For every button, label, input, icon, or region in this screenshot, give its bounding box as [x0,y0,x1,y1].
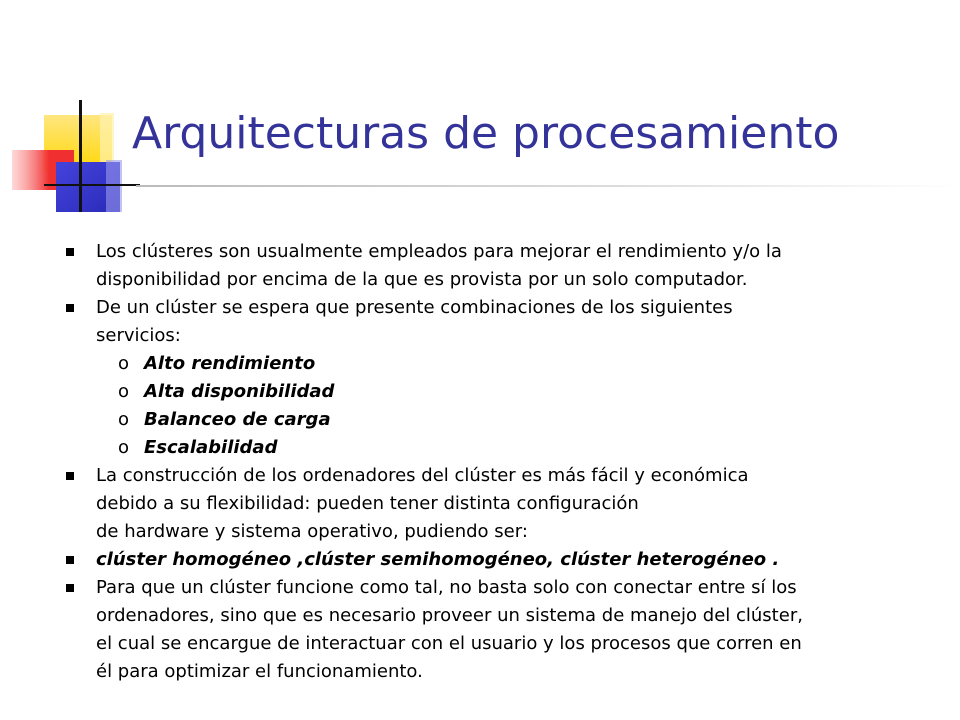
title-underline [136,185,960,187]
circle-bullet-icon: o [118,381,130,402]
bullet-text-line: Los clústeres son usualmente empleados para mejorar el rendimiento y/o la [96,241,782,262]
bullet-text-line: servicios: [96,325,181,346]
service-label: Escalabilidad [144,437,278,458]
bullet-text-line: La construcción de los ordenadores del clúster es más fácil y económica [96,465,749,486]
sub-bullet-item [66,350,938,378]
sub-bullet-item [66,378,938,406]
sub-bullet-item [66,406,938,434]
slide-title: Arquitecturas de procesamiento [132,108,840,159]
circle-bullet-icon: o [118,437,130,458]
square-bullet-icon [66,248,74,256]
square-bullet-icon [66,304,74,312]
circle-bullet-icon: o [118,409,130,430]
square-bullet-icon [66,584,74,592]
bullet-text-line: debido a su flexibilidad: pueden tener distinta configuración [96,493,639,514]
bullet-item [66,294,938,350]
cluster-types-text: clúster homogéneo ,clúster semihomogéneo, clúster heterogéneo . [96,549,780,570]
bullet-item [66,462,938,546]
circle-bullet-icon: o [118,353,130,374]
bullet-text-line: el cual se encargue de interactuar con el usuario y los procesos que corren en [96,633,802,654]
horizontal-rule-dark [44,184,140,186]
bullet-text-line: disponibilidad por encima de la que es provista por un solo computador. [96,269,748,290]
service-label: Balanceo de carga [144,409,331,430]
bullet-text-line: De un clúster se espera que presente combinaciones de los siguientes [96,297,733,318]
square-bullet-icon [66,472,74,480]
bullet-text-line: Para que un clúster funcione como tal, no basta solo con conectar entre sí los [96,577,797,598]
bullet-text-line: ordenadores, sino que es necesario proveer un sistema de manejo del clúster, [96,605,803,626]
bullet-item [66,546,938,574]
bullet-item [66,238,938,294]
slide-body [66,238,938,686]
bullet-text-line: de hardware y sistema operativo, pudiendo ser: [96,521,528,542]
service-label: Alta disponibilidad [144,381,335,402]
bullet-text-line: él para optimizar el funcionamiento. [96,661,423,682]
service-label: Alto rendimiento [144,353,316,374]
bullet-item [66,574,938,686]
sub-bullet-item [66,434,938,462]
vertical-rule [79,100,82,212]
square-bullet-icon [66,556,74,564]
